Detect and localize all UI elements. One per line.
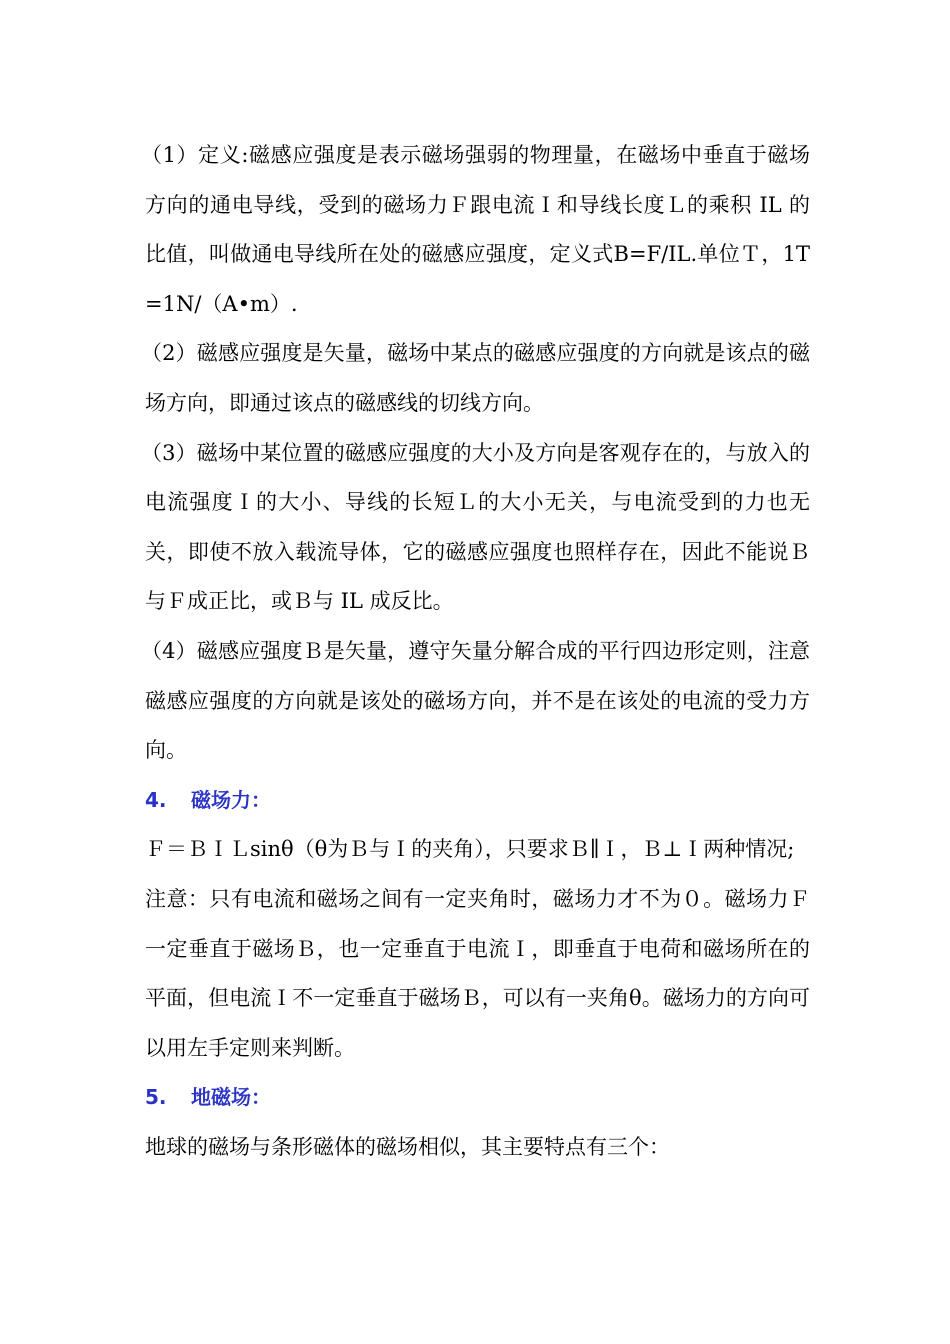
paragraph-earth-field: 地球的磁场与条形磁体的磁场相似，其主要特点有三个： [145,1134,670,1159]
paragraph-definition: （1）定义:磁感应强度是表示磁场强弱的物理量，在磁场中垂直于磁场方向的通电导线，受到的磁场力Ｆ跟电流Ｉ和导线长度Ｌ的乘积 IL 的比值，叫做通电导线所在处的磁感应强度，定义式B=F/IL.单位Ｔ，1T=1N/（A•m）. [141,143,810,316]
paragraph-note: 注意：只有电流和磁场之间有一定夹角时，磁场力才不为０。磁场力Ｆ一定垂直于磁场Ｂ，也一定垂直于电流Ｉ，即垂直于电荷和磁场所在的平面，但电流Ｉ不一定垂直于磁场Ｂ，可以有一夹角θ。磁场力的方向可以用左手定则来判断。 [145,886,810,1060]
section-heading-magnetic-force [145,776,810,826]
paragraph-vector: （2）磁感应强度是矢量，磁场中某点的磁感应强度的方向就是该点的磁场方向，即通过该点的磁感线的切线方向。 [141,341,810,415]
paragraph-force-formula: Ｆ＝ＢＩＬsinθ（θ为Ｂ与Ｉ的夹角），只要求Ｂ∥Ｉ，Ｂ⊥Ｉ两种情况; [145,837,795,862]
paragraph-objective: （3）磁场中某位置的磁感应强度的大小及方向是客观存在的，与放入的电流强度Ｉ的大小、导线的长短Ｌ的大小无关，与电流受到的力也无关，即使不放入载流导体，它的磁感应强度也照样存在，因此不能说Ｂ与Ｆ成正比，或Ｂ与 IL 成反比。 [141,440,810,614]
section-title: 磁场力： [191,787,271,812]
section-title: 地磁场： [191,1085,271,1110]
section-heading-geomagnetic-field [145,1073,810,1123]
section-number: 4. [145,787,167,812]
document-body [141,131,810,1172]
paragraph-parallelogram: （4）磁感应强度Ｂ是矢量，遵守矢量分解合成的平行四边形定则，注意磁感应强度的方向就是该处的磁场方向，并不是在该处的电流的受力方向。 [141,638,810,763]
section-number: 5. [145,1085,167,1110]
